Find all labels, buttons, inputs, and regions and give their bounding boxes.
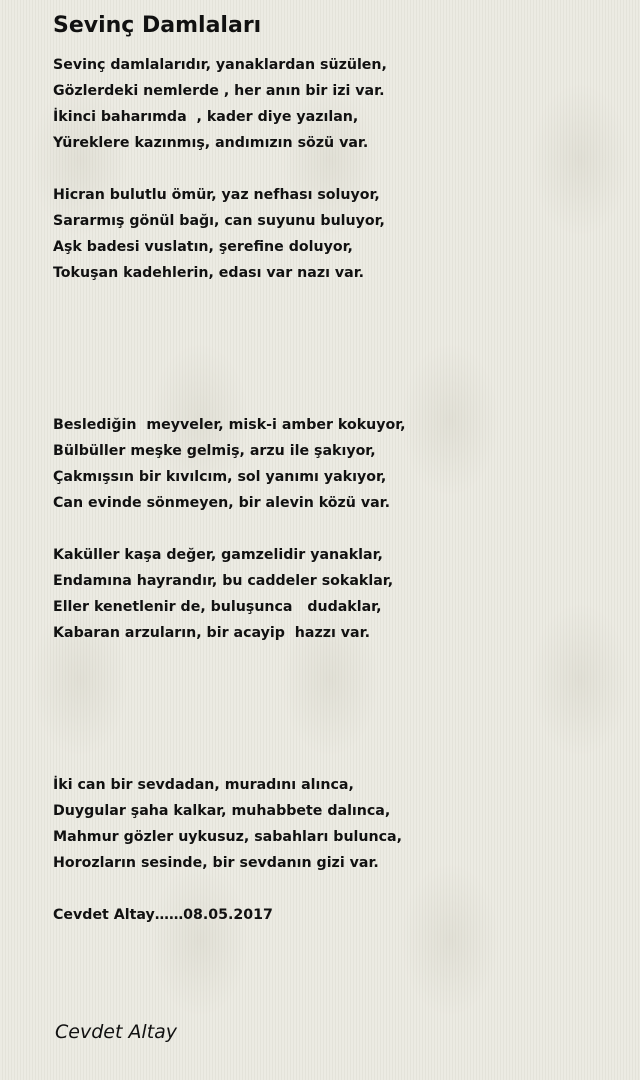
poem-signature-date: Cevdet Altay……08.05.2017 xyxy=(53,907,273,923)
poem-line: Aşk badesi vuslatın, şerefine doluyor, xyxy=(53,239,353,255)
poem-title: Sevinç Damlaları xyxy=(53,13,262,38)
poem-line: Tokuşan kadehlerin, edası var nazı var. xyxy=(53,265,365,281)
poem-line: İkinci baharımda , kader diye yazılan, xyxy=(53,109,359,125)
poem-line: Kaküller kaşa değer, gamzelidir yanaklar, xyxy=(53,547,383,563)
stanza-gap xyxy=(53,156,613,182)
poem-line: Endamına hayrandır, bu caddeler sokaklar, xyxy=(53,573,394,589)
section-gap xyxy=(53,286,613,412)
stanza-gap xyxy=(53,516,613,542)
stanza-5 xyxy=(53,772,613,876)
poem-line: Sevinç damlalarıdır, yanaklardan süzülen, xyxy=(53,57,387,73)
stanza-4 xyxy=(53,542,613,646)
poem-body xyxy=(53,52,613,928)
poem-line: Yüreklere kazınmış, andımızın sözü var. xyxy=(53,135,369,151)
stanza-1 xyxy=(53,52,613,156)
poem-line: Duygular şaha kalkar, muhabbete dalınca, xyxy=(53,803,391,819)
poem-line: Kabaran arzuların, bir acayip hazzı var. xyxy=(53,625,370,641)
poem-line: Bülbüller meşke gelmiş, arzu ile şakıyor, xyxy=(53,443,376,459)
poem-line: Sararmış gönül bağı, can suyunu buluyor, xyxy=(53,213,385,229)
author-name: Cevdet Altay xyxy=(55,1021,178,1043)
poem-line: Mahmur gözler uykusuz, sabahları bulunca, xyxy=(53,829,402,845)
poem-line: Can evinde sönmeyen, bir alevin közü var. xyxy=(53,495,391,511)
poem-line: Beslediğin meyveler, misk-i amber kokuyor, xyxy=(53,417,406,433)
poem-line: İki can bir sevdadan, muradını alınca, xyxy=(53,777,354,793)
stanza-gap xyxy=(53,876,613,902)
poem-line: Çakmışsın bir kıvılcım, sol yanımı yakıyor, xyxy=(53,469,387,485)
stanza-3 xyxy=(53,412,613,516)
poem-line: Gözlerdeki nemlerde , her anın bir izi var. xyxy=(53,83,385,99)
stanza-2 xyxy=(53,182,613,286)
poem-line: Horozların sesinde, bir sevdanın gizi var. xyxy=(53,855,379,871)
poem-line: Hicran bulutlu ömür, yaz nefhası soluyor, xyxy=(53,187,380,203)
section-gap xyxy=(53,646,613,772)
poem-line: Eller kenetlenir de, buluşunca dudaklar, xyxy=(53,599,382,615)
